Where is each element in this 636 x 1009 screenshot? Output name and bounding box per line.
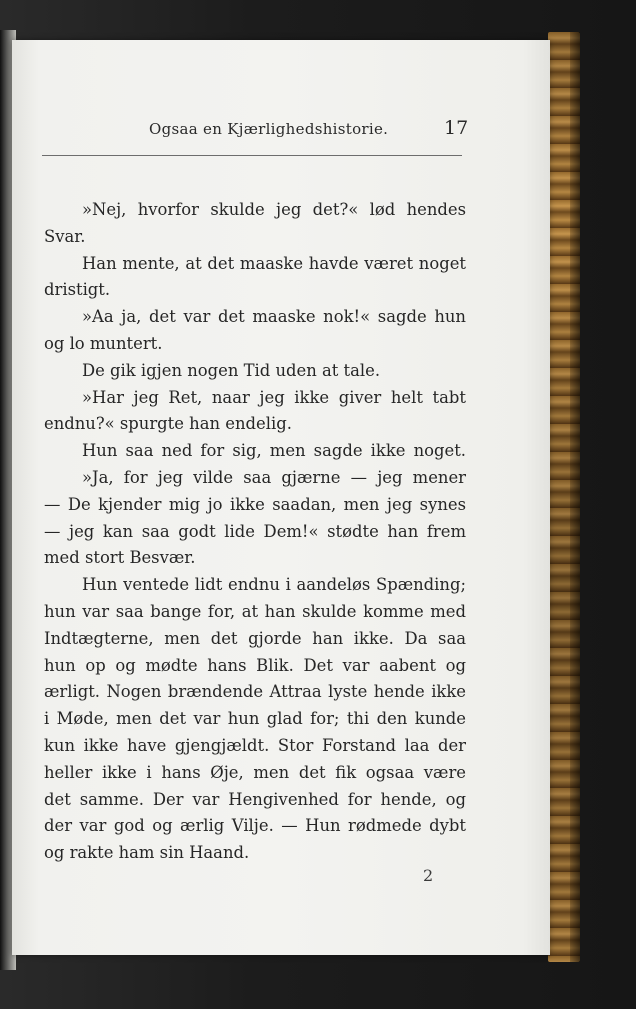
text-line: ærligt. Nogen brændende Attraa lyste hende ikke [44,682,466,702]
text-line: og rakte ham sin Haand. [44,843,250,863]
text-line: og lo muntert. [44,333,163,353]
text-line: »Ja, for jeg vilde saa gjærne — jeg mener [82,467,466,487]
text-line: Svar. [44,226,86,246]
running-title: Ogsaa en Kjærlighedshistorie. [149,120,389,138]
book-page [12,40,550,955]
header-rule [42,155,462,156]
text-line: med stort Besvær. [44,548,196,568]
text-line: der var god og ærlig Vilje. — Hun rødmede dybt [44,816,466,836]
text-line: hun op og mødte hans Blik. Det var aabent og [44,655,466,675]
book-edge [548,32,580,962]
text-line: dristigt. [44,280,111,300]
page-number: 17 [444,117,469,139]
text-line: Hun saa ned for sig, men sagde ikke noget. [82,441,466,461]
text-line: De gik igjen nogen Tid uden at tale. [82,360,381,380]
text-line: »Aa ja, det var det maaske nok!« sagde hun [82,307,466,327]
signature-mark: 2 [423,866,434,885]
text-line: Indtægterne, men det gjorde han ikke. Da saa [44,628,466,648]
text-line: i Møde, men det var hun glad for; thi den kunde [44,709,466,729]
text-line: kun ikke have gjengjældt. Stor Forstand laa der [44,735,466,755]
text-line: Hun ventede lidt endnu i aandeløs Spænding; [82,575,466,595]
text-line: — De kjender mig jo ikke saadan, men jeg synes [44,494,466,514]
text-line: »Har jeg Ret, naar jeg ikke giver helt tabt [82,387,466,407]
text-line: — jeg kan saa godt lide Dem!« stødte han frem [44,521,466,541]
body-text [44,197,466,867]
text-line: heller ikke i hans Øje, men det fik ogsaa være [44,762,466,782]
text-line: endnu?« spurgte han endelig. [44,414,292,434]
text-line: det samme. Der var Hengivenhed for hende, og [44,789,466,809]
text-line: »Nej, hvorfor skulde jeg det?« lød hendes [82,200,466,219]
page-header [12,40,550,160]
text-line: Han mente, at det maaske havde været noget [82,253,466,273]
text-line: hun var saa bange for, at han skulde komme med [44,601,466,621]
